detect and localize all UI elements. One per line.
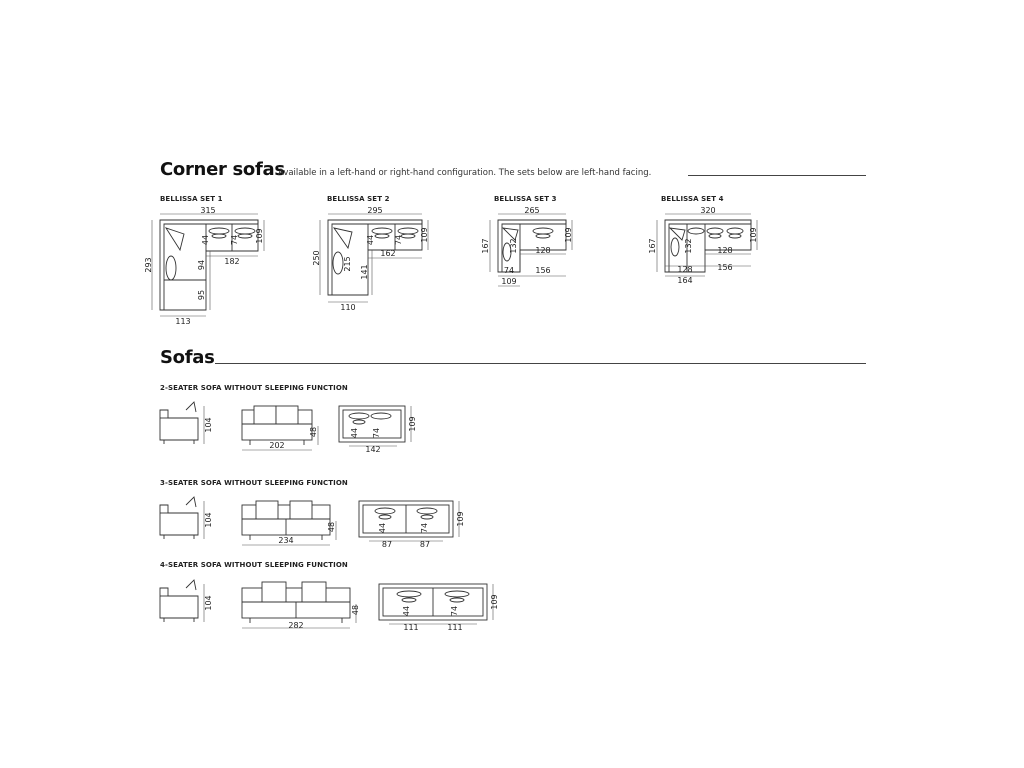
set-2-dim-162: 162 [380,249,396,258]
sofa-row-2-front-w: 234 [278,536,294,545]
sofa-row-1-front-w: 202 [269,441,285,450]
set-1-drawing [140,200,270,330]
sofa-row-2-front-h: 48 [327,521,336,533]
set-2-dim-seat-74: 74 [394,234,403,246]
set-3-dim-74: 74 [503,266,515,275]
sofa-row-2-seat-74: 74 [420,522,429,534]
set-2-dim-215: 215 [343,256,352,272]
set-2-label: BELLISSA SET 2 [327,195,390,203]
sofa-row-1-front-view [238,400,328,455]
set-3-dim-128: 128 [535,246,551,255]
set-1-label: BELLISSA SET 1 [160,195,223,203]
sofa-row-2-top-w-2: 87 [419,540,431,549]
set-1-dim-seat-74: 74 [230,234,239,246]
sofa-row-2-top-h: 109 [456,511,465,527]
sofa-row-1-top-w: 142 [365,445,381,454]
sofa-row-3-side-view [158,578,223,628]
set-3-dim-156: 156 [535,266,551,275]
sofa-row-3-top-h: 109 [490,594,499,610]
set-3-dim-109: 109 [501,277,517,286]
sofa-row-3-seat-44: 44 [402,605,411,617]
corner-sofas-subtitle: Available in a left-hand or right-hand configuration. The sets below are left-hand facing. [278,168,652,178]
set-4-label: BELLISSA SET 4 [661,195,724,203]
set-3-dim-width: 265 [524,206,540,215]
sofa-row-2-side-view [158,495,223,545]
sofa-row-1-front-h: 48 [309,426,318,438]
set-2-dim-depth: 109 [420,227,429,243]
set-4-dim-132: 132 [684,238,693,254]
set-1-dim-depth: 109 [255,228,264,244]
set-2-dim-110: 110 [340,303,356,312]
set-3-dim-132: 132 [509,238,518,254]
sofa-row-1-side-view [158,400,223,450]
set-4-dim-128-a: 128 [717,246,733,255]
set-4-dim-128-b: 128 [677,265,693,274]
set-4-dim-height: 167 [648,238,657,254]
sofas-rule [215,363,866,364]
sofa-row-1-seat-44: 44 [350,427,359,439]
set-1-dim-182: 182 [224,257,240,266]
sofa-row-3-top-view [375,578,505,633]
sofa-row-2-front-view [238,495,348,550]
sofa-row-3-front-w: 282 [288,621,304,630]
corner-sofas-rule [688,175,866,176]
set-4-dim-156: 156 [717,263,733,272]
sofas-heading: Sofas [160,347,215,368]
set-4-dim-width: 320 [700,206,716,215]
set-1-dim-94: 94 [197,259,206,271]
sofa-row-2-seat-44: 44 [378,522,387,534]
set-4-drawing [645,200,770,290]
set-2-dim-width: 295 [367,206,383,215]
set-2-drawing [310,200,440,310]
set-2-dim-height: 250 [312,250,321,266]
corner-sofas-heading: Corner sofas [160,159,285,180]
set-2-dim-seat-44: 44 [366,234,375,246]
set-2-dim-141: 141 [360,264,369,280]
set-1-dim-width: 315 [200,206,216,215]
set-1-dim-113: 113 [175,317,191,326]
set-1-dim-95: 95 [197,289,206,301]
sofa-row-3-seat-74: 74 [450,605,459,617]
sofa-row-2-top-view [355,495,470,550]
sofa-row-2-label: 3-SEATER SOFA WITHOUT SLEEPING FUNCTION [160,479,348,487]
sofa-row-2-side-h: 104 [204,512,213,528]
sofa-row-1-seat-74: 74 [372,427,381,439]
set-3-label: BELLISSA SET 3 [494,195,557,203]
set-1-dim-seat-44: 44 [201,234,210,246]
sofa-row-3-front-h: 48 [351,604,360,616]
sofa-row-2-top-w-1: 87 [381,540,393,549]
sofa-row-1-top-view [335,400,425,455]
sofa-row-3-front-view [238,578,368,633]
set-4-dim-depth: 109 [749,227,758,243]
set-3-dim-height: 167 [481,238,490,254]
set-3-dim-depth: 109 [564,227,573,243]
sofa-row-3-top-w-1: 111 [403,623,419,632]
sofa-row-3-side-h: 104 [204,595,213,611]
set-3-drawing [478,200,588,290]
set-4-dim-164: 164 [677,276,693,285]
set-1-dim-height: 293 [144,257,153,273]
sofa-row-1-label: 2-SEATER SOFA WITHOUT SLEEPING FUNCTION [160,384,348,392]
sofa-row-1-top-h: 109 [408,416,417,432]
sofa-row-3-top-w-2: 111 [447,623,463,632]
sofa-row-3-label: 4-SEATER SOFA WITHOUT SLEEPING FUNCTION [160,561,348,569]
sofa-row-1-side-h: 104 [204,417,213,433]
